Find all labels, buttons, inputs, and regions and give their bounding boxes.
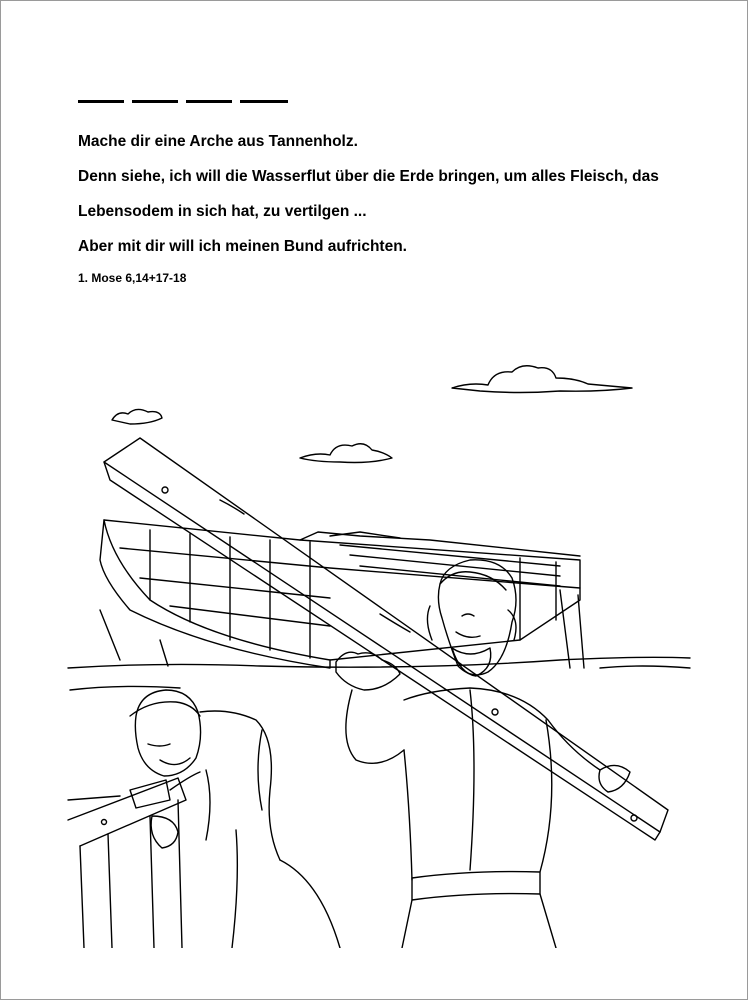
answer-blank-1[interactable] — [78, 100, 124, 103]
verse-line-3: Lebensodem in sich hat, zu vertilgen ... — [78, 203, 367, 220]
answer-blank-2[interactable] — [132, 100, 178, 103]
ark-hull — [100, 520, 584, 668]
verse-reference: 1. Mose 6,14+17-18 — [78, 271, 187, 285]
noah-figure — [336, 560, 630, 948]
work-bench — [68, 778, 186, 948]
cloud-icon — [300, 444, 392, 463]
worker-figure — [130, 690, 340, 948]
cloud-icon — [112, 409, 162, 424]
wooden-plank — [104, 438, 668, 840]
answer-blank-4[interactable] — [240, 100, 288, 103]
verse-line-4: Aber mit dir will ich meinen Bund aufrichten. — [78, 238, 407, 255]
answer-blank-3[interactable] — [186, 100, 232, 103]
verse-line-1: Mache dir eine Arche aus Tannenholz. — [78, 133, 358, 150]
noah-building-ark-illustration — [60, 358, 700, 948]
verse-line-2: Denn siehe, ich will die Wasserflut über die Erde bringen, um alles Fleisch, das — [78, 168, 659, 185]
cloud-icon — [452, 366, 632, 393]
